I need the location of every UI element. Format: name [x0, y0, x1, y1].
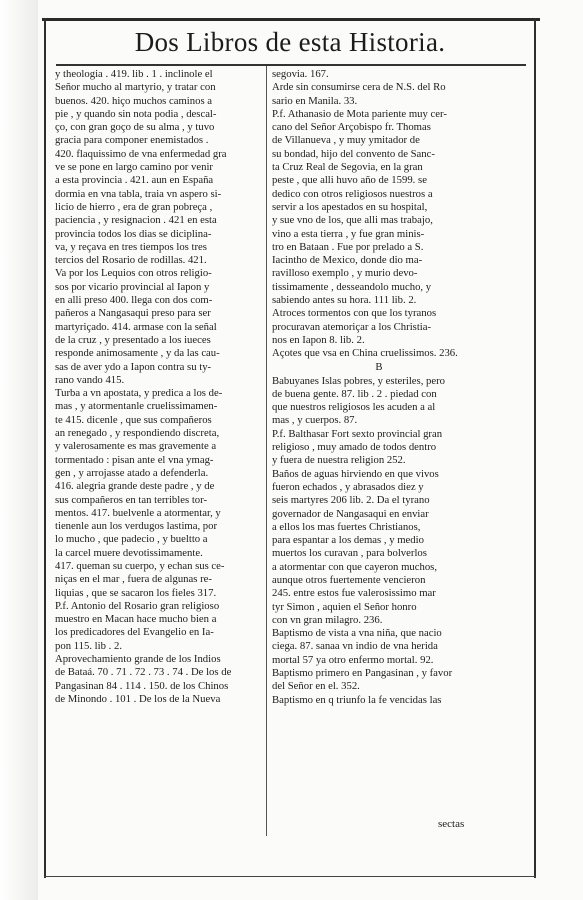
text-line: vino a esta tierra , y fue gran minis- — [272, 227, 425, 240]
text-line: pie , y quando sin nota podia , descal- — [55, 107, 217, 120]
text-line: servir a los apestados en su hospital, — [272, 200, 428, 213]
text-line: mas , y atormentanle cruelissimamen- — [55, 400, 218, 413]
text-line: muertos los curavan , para bolverlos — [272, 547, 427, 560]
text-line: aunque otros fuertemente vencieron — [272, 573, 426, 586]
text-line: P.f. Balthasar Fort sexto provincial gran — [272, 427, 443, 440]
text-line: an renegado , y respondiendo discreta, — [55, 427, 220, 440]
text-line: sabiendo antes su hora. 111 lib. 2. — [272, 294, 417, 307]
text-line: Baptismo en q triunfo la fe vencidas las — [272, 693, 442, 706]
text-line: sas de aver ydo a Iapon contra su ty- — [55, 360, 212, 373]
text-line: P.f. Antonio del Rosario gran religioso — [55, 599, 220, 612]
text-line: ciega. 87. sanaa vn indio de vna herida — [272, 640, 438, 653]
text-line: Aprovechamiento grande de los Indios — [55, 653, 221, 666]
text-line: tissimamente , desseandolo mucho, y — [272, 280, 432, 293]
text-line: de buena gente. 87. lib . 2 . piedad con — [272, 387, 437, 400]
text-line: la carcel muere devotissimamente. — [55, 546, 203, 559]
text-line: nos en Iapon 8. lib. 2. — [272, 333, 365, 346]
text-line: ve se pone en largo camino por venir — [55, 161, 213, 174]
text-line: y sue vno de los, que alli mas trabajo, — [272, 214, 433, 227]
right-border-rule — [534, 18, 536, 878]
text-line: pañeros a Nangasaqui preso para ser — [55, 307, 211, 320]
text-line: Turba a vn apostata, y predica a los de- — [55, 387, 223, 400]
text-line: governador de Nangasaqui en enviar — [272, 507, 429, 520]
text-line: segovia. 167. — [272, 68, 329, 80]
column-divider — [266, 66, 267, 836]
text-line: lo mucho , que padecio , y bueltto a — [55, 533, 208, 546]
text-line: 416. alegria grande deste padre , y de — [55, 480, 215, 493]
right-text-column — [272, 68, 486, 707]
text-line: Baptismo primero en Pangasinan , y favor — [272, 667, 453, 680]
text-line: dormia en vna tabla, traia vn aspero si- — [55, 187, 222, 200]
text-line: de Bataá. 70 . 71 . 72 . 73 . 74 . De los de — [55, 666, 232, 679]
text-line: de la cruz , y presentado a los iueces — [55, 333, 211, 346]
text-line: de Villanueva , y muy ymitador de — [272, 134, 420, 147]
text-line: que nuestros religiosos les acuden a al — [272, 401, 436, 414]
text-line: Arde sin consumirse cera de N.S. del Ro — [272, 81, 446, 94]
text-line: del Señor en el. 352. — [272, 680, 360, 693]
text-line: gracia para componer enemistados . — [55, 134, 209, 147]
text-line: para espantar a los demas , y medio — [272, 534, 424, 547]
text-line: a ellos los mas fuertes Christianos, — [272, 520, 421, 533]
text-line: Açotes que vsa en China cruelissimos. 236. — [272, 347, 458, 360]
text-line: procuravan atemoriçar a los Christia- — [272, 320, 432, 333]
text-line: de Minondo . 101 . De los de la Nueva — [55, 692, 221, 705]
text-line: 417. queman su cuerpo, y echan sus ce- — [55, 559, 225, 572]
text-line: ravilloso exemplo , y murio devo- — [272, 267, 418, 280]
text-line: Babuyanes Islas pobres, y esteriles, pero — [272, 374, 446, 387]
text-line: tormentado : pisan ante el vna ymag- — [55, 453, 214, 466]
text-line: muestro en Macan hace mucho bien a — [55, 613, 217, 626]
text-line: va, y reçava en tres tiempos los tres — [55, 240, 207, 253]
section-letter-heading: B — [375, 360, 383, 373]
text-line: paciencia , y resignacion . 421 en esta — [55, 214, 217, 227]
text-line: religioso , muy amado de todos dentro — [272, 441, 437, 454]
text-line: Iacintho de Mexico, donde dio ma- — [272, 254, 423, 267]
text-line: y fuera de nuestra religion 252. — [272, 454, 406, 467]
text-line: licio de hierro , era de gran pobreça , — [55, 200, 213, 213]
page-edge-shadow — [0, 0, 38, 900]
text-line: tercios del Rosario de rodillas. 421. — [55, 254, 207, 267]
left-border-rule — [44, 18, 46, 878]
text-line: sus compañeros en tan terribles tor- — [55, 493, 208, 506]
text-line: liquias , que se sacaron los fieles 317. — [55, 586, 217, 599]
text-line: Baptismo de vista a vna niña, que nacio — [272, 627, 442, 640]
text-line: sos por vicario provincial al Iapon y — [55, 280, 210, 293]
text-line: seis martyres 206 lib. 2. Da el tyrano — [272, 494, 430, 507]
text-line: ço, con gran goço de su alma , y tuvo — [55, 121, 215, 134]
left-text-column — [55, 68, 265, 706]
text-line: gen , y arrojasse atado a defenderla. — [55, 466, 209, 479]
text-line: mortal 57 ya otro enfermo mortal. 92. — [272, 653, 434, 666]
text-line: te 415. dicenle , que sus compañeros — [55, 413, 212, 426]
text-line: 420. flaquissimo de vna enfermedad gra — [55, 147, 227, 160]
text-line: tienenle aun los verdugos lastima, por — [55, 520, 218, 533]
text-line: dedico con otros religiosos nuestros a — [272, 187, 433, 200]
text-line: Baños de aguas hirviendo en que vivos — [272, 467, 439, 480]
text-line: tyr Simon , aquien el Señor honro — [272, 600, 417, 613]
text-line: ta Cruz Real de Segovia, en la gran — [272, 161, 423, 174]
running-header: Dos Libros de esta Historia. — [134, 27, 446, 57]
text-line: en alli preso 400. llega con dos com- — [55, 294, 213, 307]
header-rule — [56, 64, 526, 66]
text-line: P.f. Athanasio de Mota pariente muy cer- — [272, 107, 447, 120]
text-line: a atormentar con que cayeron muchos, — [272, 560, 437, 573]
text-line: con vn gran milagro. 236. — [272, 613, 383, 626]
text-line: peste , que alli huvo año de 1599. se — [272, 174, 427, 187]
text-line: Señor mucho al martyrio, y tratar con — [55, 81, 216, 94]
text-line: sario en Manila. 33. — [272, 94, 358, 107]
text-line: provincia todos los dias se diciplina- — [55, 227, 212, 240]
text-line: rano vando 415. — [55, 373, 125, 386]
catchword: sectas — [438, 818, 465, 830]
text-line: niças en el mar , fuera de algunas re- — [55, 573, 212, 586]
text-line: fueron echados , y abrasados diez y — [272, 480, 424, 493]
bottom-rule — [44, 876, 536, 877]
text-line: martyriçado. 414. armase con la señal — [55, 320, 217, 333]
top-border-rule — [42, 18, 540, 21]
text-line: cano del Señor Arçobispo fr. Thomas — [272, 121, 431, 134]
text-line: los predicadores del Evangelio en Ia- — [55, 626, 214, 639]
text-line: y theologia . 419. lib . 1 . inclinole el — [55, 68, 213, 80]
text-line: mentos. 417. buelvenle a atormentar, y — [55, 506, 221, 519]
text-line: tro en Bataan . Fue por prelado a S. — [272, 240, 424, 253]
text-line: buenos. 420. hiço muchos caminos a — [55, 94, 213, 107]
text-line: responde animosamente , y da las cau- — [55, 347, 220, 360]
text-line: Pangasinan 84 . 114 . 150. de los Chinos — [55, 679, 229, 692]
text-line: Atroces tormentos con que los tyranos — [272, 307, 437, 320]
text-line: su bondad, hijo del convento de Sanc- — [272, 147, 435, 160]
text-line: 245. entre estos fue valerosissimo mar — [272, 587, 436, 600]
text-line: mas , y cuerpos. 87. — [272, 414, 358, 427]
text-line: pon 115. lib . 2. — [55, 639, 122, 652]
text-line: Va por los Lequios con otros religio- — [55, 267, 212, 280]
text-line: a esta provincia . 421. aun en España — [55, 174, 214, 187]
text-line: y valerosamente es mas gravemente a — [55, 440, 217, 453]
